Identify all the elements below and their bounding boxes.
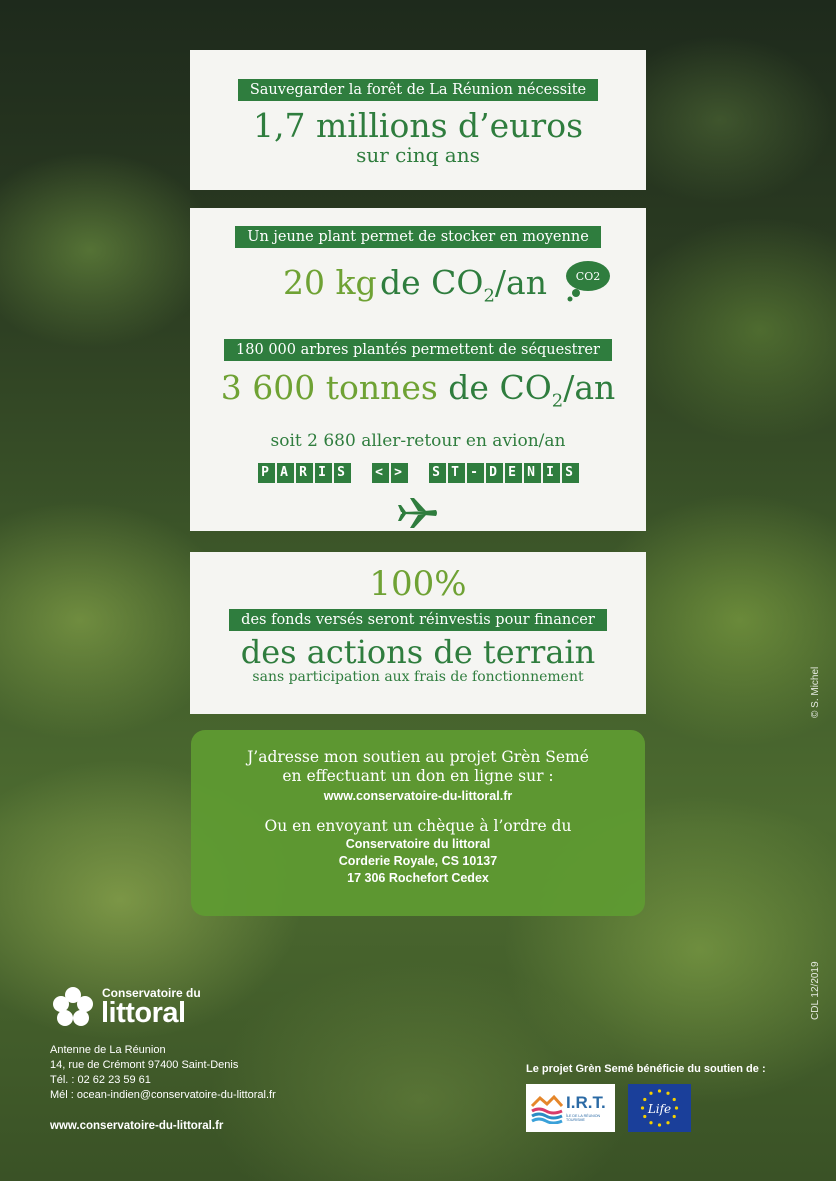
contact-street: 14, rue de Crémont 97400 Saint-Denis xyxy=(50,1059,239,1071)
contact-block xyxy=(50,1043,276,1103)
donate-url[interactable]: www.conservatoire-du-littoral.fr xyxy=(323,789,513,803)
svg-text:CO2: CO2 xyxy=(575,270,601,283)
eu-star xyxy=(666,1092,669,1095)
trees-stat xyxy=(190,369,646,421)
funds-percent: 100% xyxy=(369,564,467,604)
contact-tel: Tél. : 02 62 23 59 61 xyxy=(50,1074,151,1086)
donate-address-1: Conservatoire du littoral xyxy=(345,837,491,851)
donation-box xyxy=(191,730,645,916)
co2-card xyxy=(190,208,646,531)
flight-board-letter: - xyxy=(467,463,484,483)
funding-card xyxy=(190,50,646,190)
eu-star xyxy=(649,1121,652,1124)
funds-pill: des fonds versés seront réinvestis pour financer xyxy=(229,609,607,631)
funding-pill: Sauvegarder la forêt de La Réunion nécessite xyxy=(238,79,598,101)
trees-stat-unit: de $CO_2/an$ xyxy=(448,368,616,412)
contact-office: Antenne de La Réunion xyxy=(50,1044,166,1056)
plant-stat-number: 20 kg xyxy=(283,263,377,302)
eu-stars-icon xyxy=(628,1084,691,1132)
donate-line3: Ou en envoyant un chèque à l’ordre du xyxy=(264,817,572,835)
flight-board-letter: T xyxy=(448,463,465,483)
flight-board-letter: > xyxy=(391,463,408,483)
irt-waves-icon xyxy=(530,1092,564,1128)
trees-pill: 180 000 arbres plantés permettent de séquestrer xyxy=(224,339,612,361)
eu-star xyxy=(658,1089,661,1092)
svg-text:Life: Life xyxy=(647,1102,672,1116)
eu-star xyxy=(673,1098,676,1101)
eu-star xyxy=(666,1121,669,1124)
funding-amount: 1,7 millions d’euros xyxy=(253,106,583,145)
eu-star xyxy=(643,1115,646,1118)
flight-board-letter: S xyxy=(334,463,351,483)
donate-address-3: 17 306 Rochefort Cedex xyxy=(347,871,489,885)
trees-stat-number: 3 600 tonnes xyxy=(220,368,438,407)
funding-duration: sur cinq ans xyxy=(356,143,480,167)
flower-icon xyxy=(50,985,96,1033)
plant-pill: Un jeune plant permet de stocker en moyenne xyxy=(235,226,601,248)
flight-board-letter: R xyxy=(296,463,313,483)
eu-star xyxy=(675,1106,678,1109)
flight-board-letter: I xyxy=(543,463,560,483)
flight-board-letter: E xyxy=(505,463,522,483)
contact-mail[interactable]: Mél : ocean-indien@conservatoire-du-littoral.fr xyxy=(50,1089,276,1101)
irt-text: I.R.T. xyxy=(566,1093,606,1112)
irt-logo xyxy=(526,1084,615,1132)
eu-star xyxy=(658,1123,661,1126)
co2-cloud-icon xyxy=(564,258,612,306)
plant-stat xyxy=(190,263,646,307)
conservatoire-logo xyxy=(50,985,250,1030)
eu-star xyxy=(643,1098,646,1101)
plant-stat-unit: de $CO_2/an$ xyxy=(380,263,547,307)
flight-board-letter: S xyxy=(429,463,446,483)
flight-board-letter: I xyxy=(315,463,332,483)
flight-board xyxy=(190,461,646,483)
document-ref: CDL 12/2019 xyxy=(810,961,821,1020)
flight-board-letter: < xyxy=(372,463,389,483)
flight-board-letter: A xyxy=(277,463,294,483)
donate-address-2: Corderie Royale, CS 10137 xyxy=(338,854,498,868)
flight-board-letter: N xyxy=(524,463,541,483)
flight-board-letter: S xyxy=(562,463,579,483)
eu-star xyxy=(649,1092,652,1095)
flight-equivalent: soit 2 680 aller-retour en avion/an xyxy=(270,430,566,451)
airplane-icon xyxy=(190,497,646,533)
photo-credit: © S. Michel xyxy=(810,666,821,718)
funds-sub: sans participation aux frais de fonctionnement xyxy=(252,669,584,685)
funds-headline: des actions de terrain xyxy=(240,633,596,671)
irt-subtext: ÎLE DE LA RÉUNION TOURISME xyxy=(566,1114,601,1122)
eu-star xyxy=(673,1115,676,1118)
logo-top-text: Conservatoire du xyxy=(102,986,201,1000)
flight-board-letter: D xyxy=(486,463,503,483)
flight-board-letter xyxy=(353,463,370,483)
contact-web[interactable]: www.conservatoire-du-littoral.fr xyxy=(50,1120,224,1132)
sponsors-caption: Le projet Grèn Semé bénéficie du soutien de : xyxy=(526,1063,766,1075)
life-logo xyxy=(628,1084,691,1132)
logo-bottom-text: littoral xyxy=(101,997,186,1029)
flight-board-letter: P xyxy=(258,463,275,483)
donate-line1: J’adresse mon soutien au projet Grèn Semé xyxy=(247,748,589,766)
funds-card xyxy=(190,552,646,714)
eu-star xyxy=(641,1106,644,1109)
flight-board-letter xyxy=(410,463,427,483)
donate-line2: en effectuant un don en ligne sur : xyxy=(282,767,554,785)
